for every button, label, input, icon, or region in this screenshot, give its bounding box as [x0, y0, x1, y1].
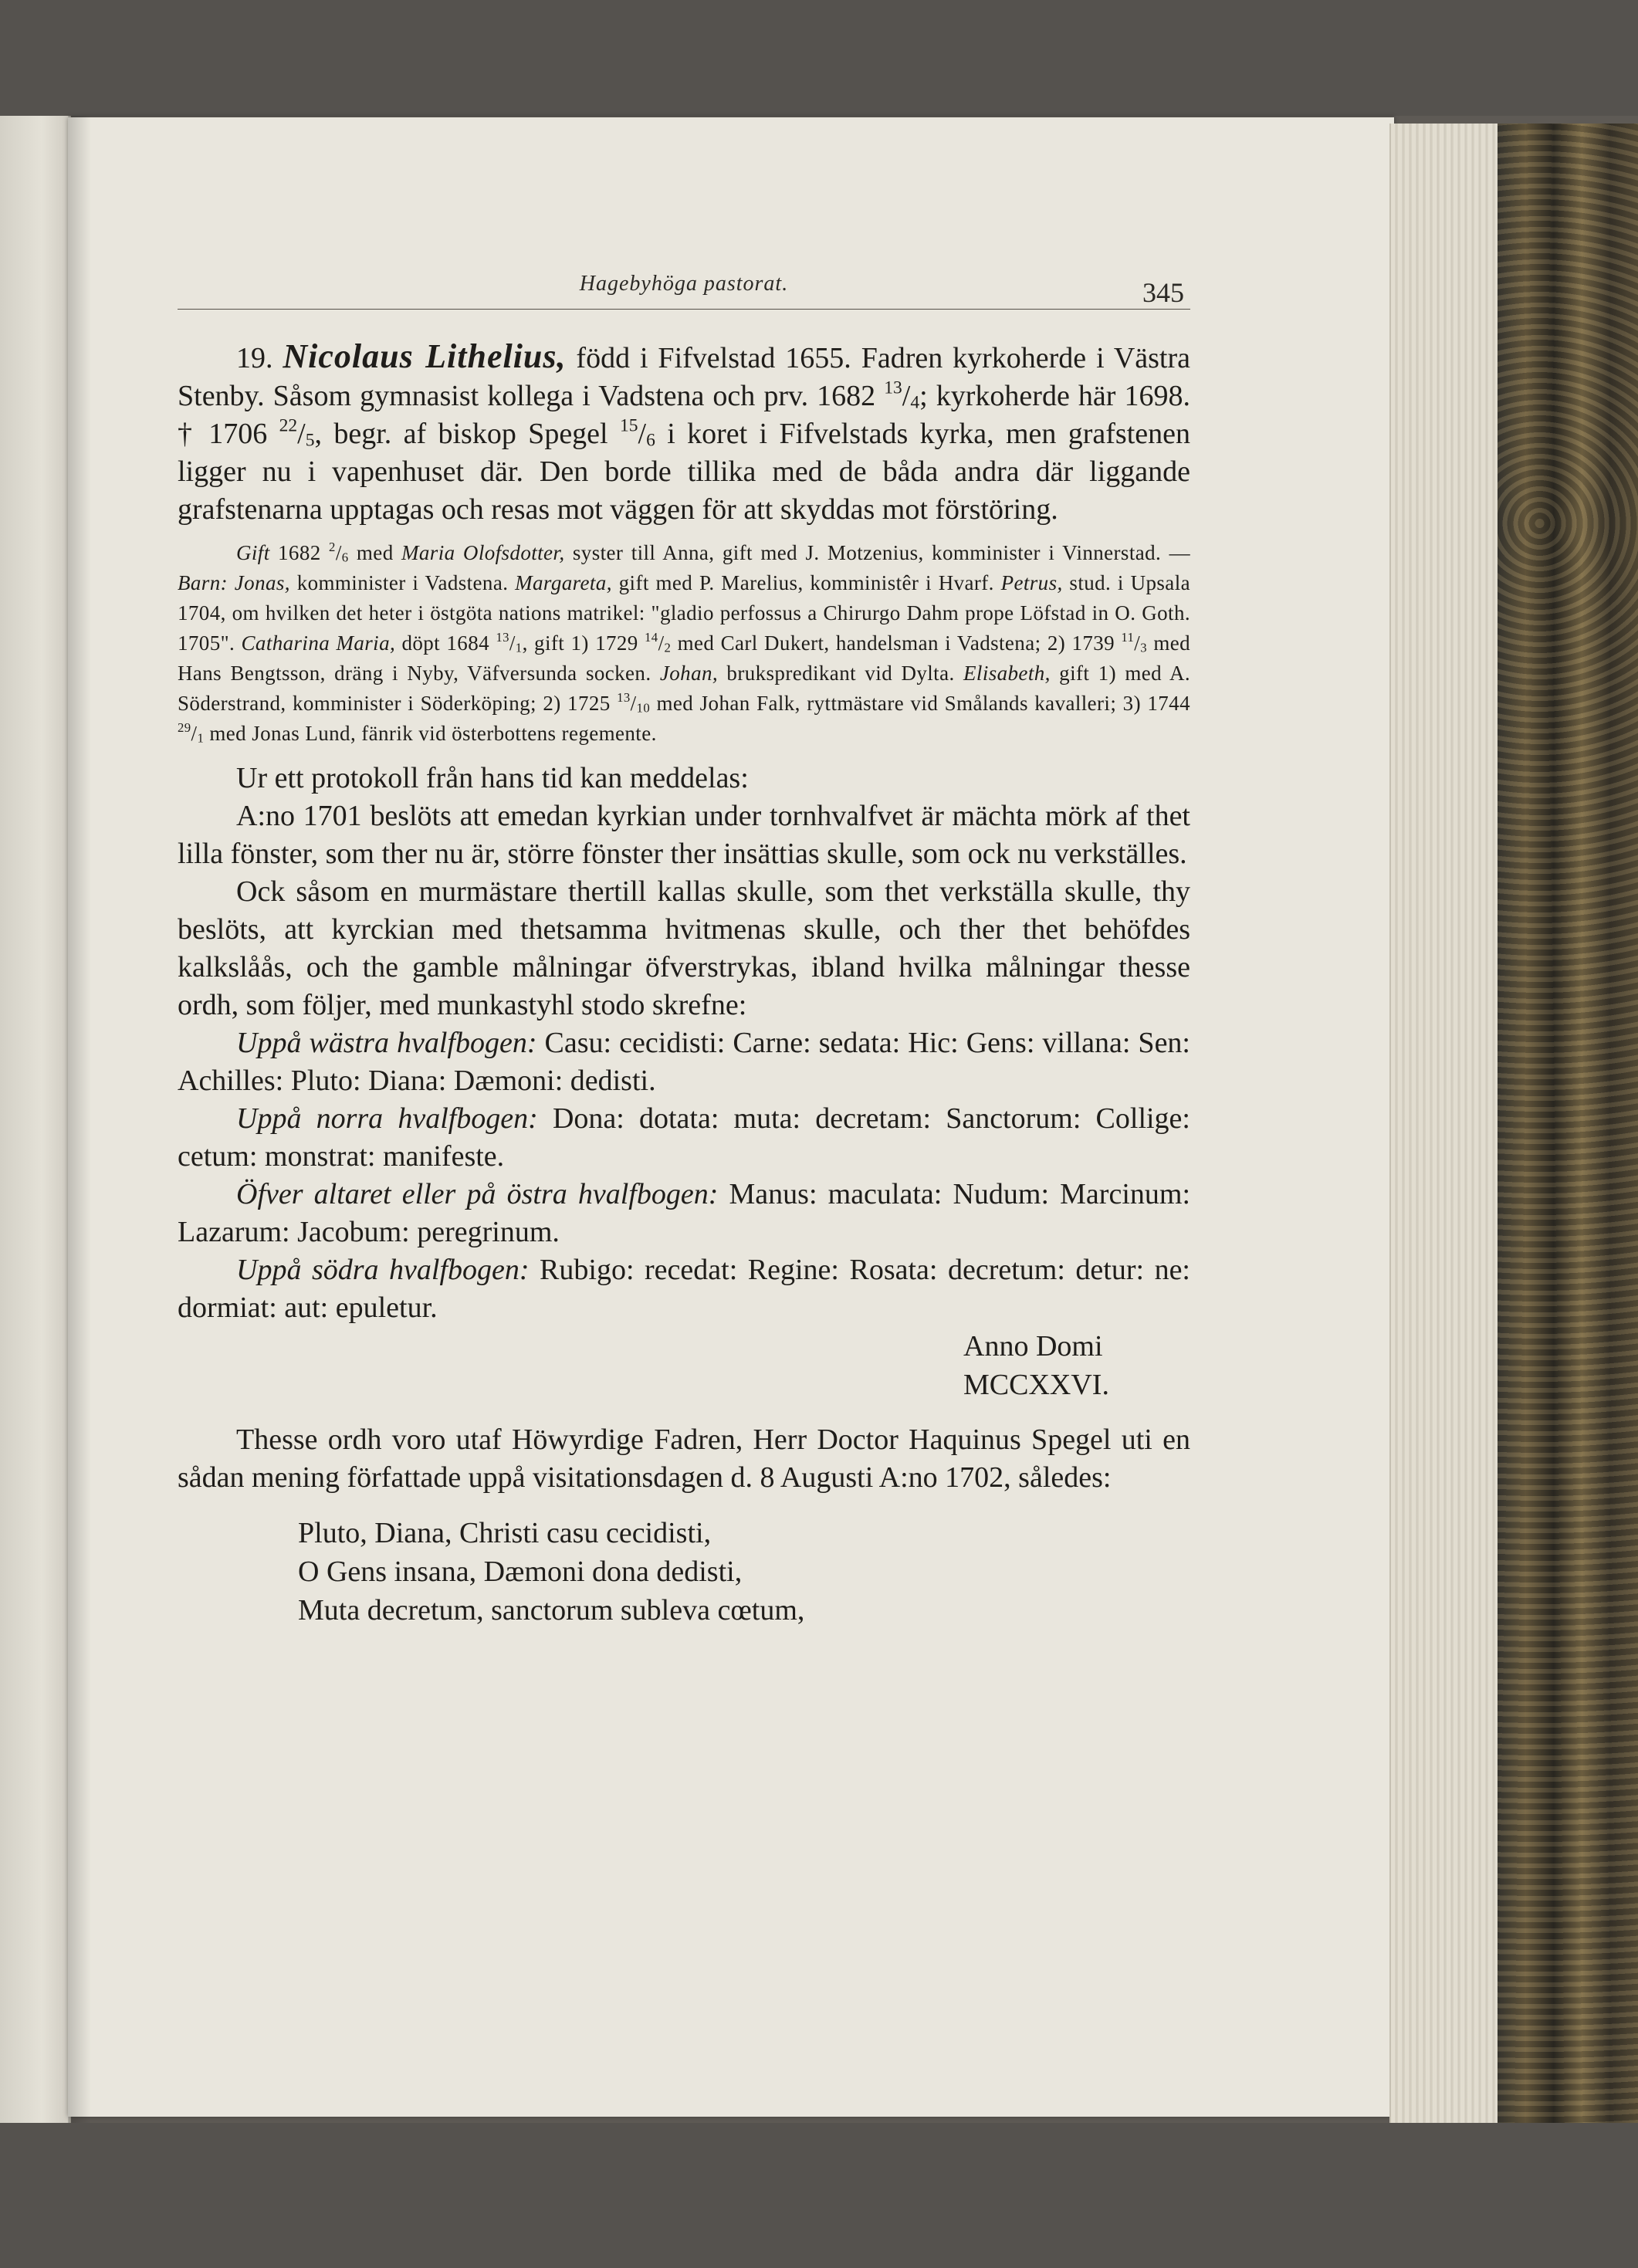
inscription-text: Casu: cecidisti: Carne: sedata: Hic: Gens: villana: Sen: Achilles: Pluto: Diana: Dæmoni: dedisti. [178, 1027, 1190, 1097]
page-stack-edges [1389, 124, 1499, 2123]
family-note: Gift 1682 $^2/_6$ med Maria Olofsdotter, syster till Anna, gift med J. Motzenius, komminister i Vinnerstad. — Barn: Jonas, komminister i Vadstena. Margareta, gift med P. Marelius, komministêr i Hvarf. Petrus, stud. i Upsala 1704, om hvilken det heter i östgöta nations matrikel: "gladio perfossus a Chirurgo Dahm prope Löfstad in O. Goth. 1705". Catharina Maria, döpt 1684 $^{13}/_1$, gift 1) 1729 $^{14}/_2$ med Carl Dukert, handelsman i Vadstena; 2) 1739 $^{11}/_3$ med Hans Bengtsson, dräng i Nyby, Väfversunda socken. Johan, brukspredikant vid Dylta. Elisabeth, gift 1) med A. Söderstrand, komminister i Söderköping; 2) 1725 $^{13}/_{10}$ med Johan Falk, ryttmästare vid Smålands kavalleri; 3) 1744 $^{29}/_1$ med Jonas Lund, fänrik vid österbottens regemente. [178, 540, 1191, 746]
child-name: Jonas, [234, 571, 290, 594]
text-run: med [348, 541, 402, 564]
page-text [178, 262, 1190, 1630]
text-run: gift 1) med A. Söderstrand, komminister i Söderköping; 2) 1725 [178, 662, 1191, 715]
inscription-east [178, 1176, 1190, 1251]
poem [178, 1514, 1190, 1630]
child-name: Johan, [659, 662, 719, 685]
inscription-text: Dona: dotata: muta: decretam: Sanctorum: Collige: cetum: monstrat: manifeste. [178, 1102, 1190, 1173]
inscription-west [178, 1024, 1190, 1100]
text-run: född i Fifvelstad 1655. Fadren kyrkoherde i Västra Stenby. Såsom gymnasist kollega i Vadstena och prv. 1682 [178, 342, 1191, 412]
fraction-numerator: 11 [1121, 630, 1135, 645]
protocol-paragraph: Thesse ordh voro utaf Höwyrdige Fadren, Herr Doctor Haquinus Spegel uti en sådan mening författade uppå visitationsdagen d. 8 Augusti A:no 1702, således: [178, 1423, 1190, 1494]
fraction-denominator: 3 [1140, 640, 1147, 655]
entry-number: 19. [236, 342, 273, 374]
wife-name: Maria Olofsdotter, [401, 541, 565, 564]
left-page-edge [0, 116, 71, 2123]
fraction-denominator: 5 [305, 430, 315, 451]
poem-line: O Gens insana, Dæmoni dona dedisti, [298, 1555, 743, 1588]
text-run: stud. i Upsala 1704, om hvilken det heter i östgöta nations matrikel: "gladio perfossus a Chirurgo Dahm prope Löfstad in O. Goth. 1705". [178, 571, 1190, 655]
children-label: Barn: [178, 571, 228, 594]
fraction-denominator: 6 [341, 550, 349, 565]
text-run: 1682 [269, 541, 330, 564]
protocol-intro: Ur ett protokoll från hans tid kan meddelas: [236, 762, 749, 794]
fraction-denominator: 1 [197, 730, 205, 746]
text-run: med Jonas Lund, fänrik vid österbottens regemente. [204, 722, 657, 745]
inscription-north [178, 1100, 1190, 1176]
fraction-denominator: 4 [910, 392, 920, 413]
text-run: , gift 1) 1729 [522, 631, 645, 655]
entry-biography: 19. Nicolaus Lithelius, född i Fifvelstad 1655. Fadren kyrkoherde i Västra Stenby. Såsom gymnasist kollega i Vadstena och prv. 1682 $^{13}/_4$; kyrkoherde här 1698. † 1706 $^{22}/_5$, begr. af biskop Spegel $^{15}/_6$ i koret i Fifvelstads kyrka, men grafstenen ligger nu i vapenhuset där. Den borde tillika med de båda andra där liggande grafstenarna upptagas och resas mot väggen för att skyddas mot förstöring. [178, 337, 1191, 526]
running-title: Hagebyhöga pastorat. [579, 272, 789, 296]
child-name: Margareta, [515, 571, 612, 594]
text-run: gift med P. Marelius, komministêr i Hvarf. [611, 571, 1001, 594]
protocol-paragraph: Ock såsom en murmästare thertill kallas skulle, som thet verkställa skulle, thy beslöts, att kyrckian med thetsamma hvitmenas skulle, och ther thet behöfdes kalkslåås, och the gamble målningar öfverstrykas, ibland hvilka målningar thesse ordh, som följer, med munkastyhl stodo skrefne: [178, 875, 1190, 1021]
poem-line: Pluto, Diana, Christi casu cecidisti, [298, 1517, 712, 1549]
page-number: 345 [1142, 277, 1184, 308]
background-bottom [0, 2123, 1638, 2268]
child-name: Elisabeth, [963, 662, 1051, 685]
inscription-label: Öfver altaret eller på östra hvalfbogen: [236, 1178, 719, 1210]
running-head [178, 262, 1190, 310]
fraction-denominator: 6 [646, 430, 655, 451]
fraction-numerator: 2 [329, 540, 336, 555]
text-run: i koret i Fifvelstads kyrka, men grafstenen ligger nu i vapenhuset där. Den borde tillika med de båda andra där liggande grafstenarna upptagas och resas mot väggen för att skyddas mot förstöring. [178, 418, 1191, 526]
date-signature-line-2: MCCXXVI. [963, 1369, 1109, 1401]
text-run: ; kyrkoherde här 1698. † 1706 [178, 380, 1191, 450]
background-top [0, 0, 1638, 116]
entry-name: Nicolaus Lithelius, [283, 337, 567, 375]
fraction-numerator: 13 [884, 377, 902, 398]
text-run: med Hans Bengtsson, dräng i Nyby, Väfversunda socken. [178, 631, 1191, 685]
fraction-denominator: 10 [636, 700, 651, 716]
fraction-denominator: 1 [515, 640, 523, 655]
inscription-label: Uppå wästra hvalfbogen: [236, 1027, 537, 1059]
text-run: med Johan Falk, ryttmästare vid Smålands kavalleri; 3) 1744 [650, 692, 1190, 715]
inscription-south [178, 1251, 1190, 1327]
child-name: Petrus, [1000, 571, 1063, 594]
date-signature-line-1: Anno Domi [963, 1330, 1103, 1362]
protocol-paragraph: A:no 1701 beslöts att emedan kyrkian under tornhvalfvet är mächta mörk af thet lilla fönster, som ther nu är, större fönster ther insättias skulle, som ock nu verkställes. [178, 800, 1190, 870]
spacer [178, 1404, 1190, 1421]
inscription-text: Rubigo: recedat: Regine: Rosata: decretum: detur: ne: dormiat: aut: epuletur. [178, 1254, 1190, 1324]
inscription-text: Manus: maculata: Nudum: Marcinum: Lazarum: Jacobum: peregrinum. [178, 1178, 1190, 1248]
fraction-numerator: 15 [619, 415, 638, 436]
fraction-numerator: 13 [496, 630, 509, 645]
fraction-denominator: 2 [664, 640, 672, 655]
text-run: brukspredikant vid Dylta. [718, 662, 964, 685]
text-run: med Carl Dukert, handelsman i Vadstena; 2) 1739 [671, 631, 1122, 655]
text-run: döpt 1684 [395, 631, 496, 655]
fraction-numerator: 14 [645, 630, 658, 645]
text-run: komminister i Vadstena. [289, 571, 516, 594]
marbled-cover [1498, 124, 1638, 2123]
text-run [228, 571, 235, 594]
fraction-numerator: 22 [279, 415, 298, 436]
text-run: , begr. af biskop Spegel [314, 418, 620, 450]
text-run: syster till Anna, gift med J. Motzenius, komminister i Vinnerstad. — [564, 541, 1190, 564]
child-name: Catharina Maria, [241, 631, 396, 655]
fraction-numerator: 13 [617, 690, 631, 706]
gift-label: Gift [236, 541, 270, 564]
gutter-shadow [68, 116, 91, 2123]
inscription-label: Uppå södra hvalfbogen: [236, 1254, 530, 1286]
poem-line: Muta decretum, sanctorum subleva cœtum, [298, 1594, 805, 1627]
inscription-label: Uppå norra hvalfbogen: [236, 1102, 538, 1135]
fraction-numerator: 29 [178, 720, 191, 736]
